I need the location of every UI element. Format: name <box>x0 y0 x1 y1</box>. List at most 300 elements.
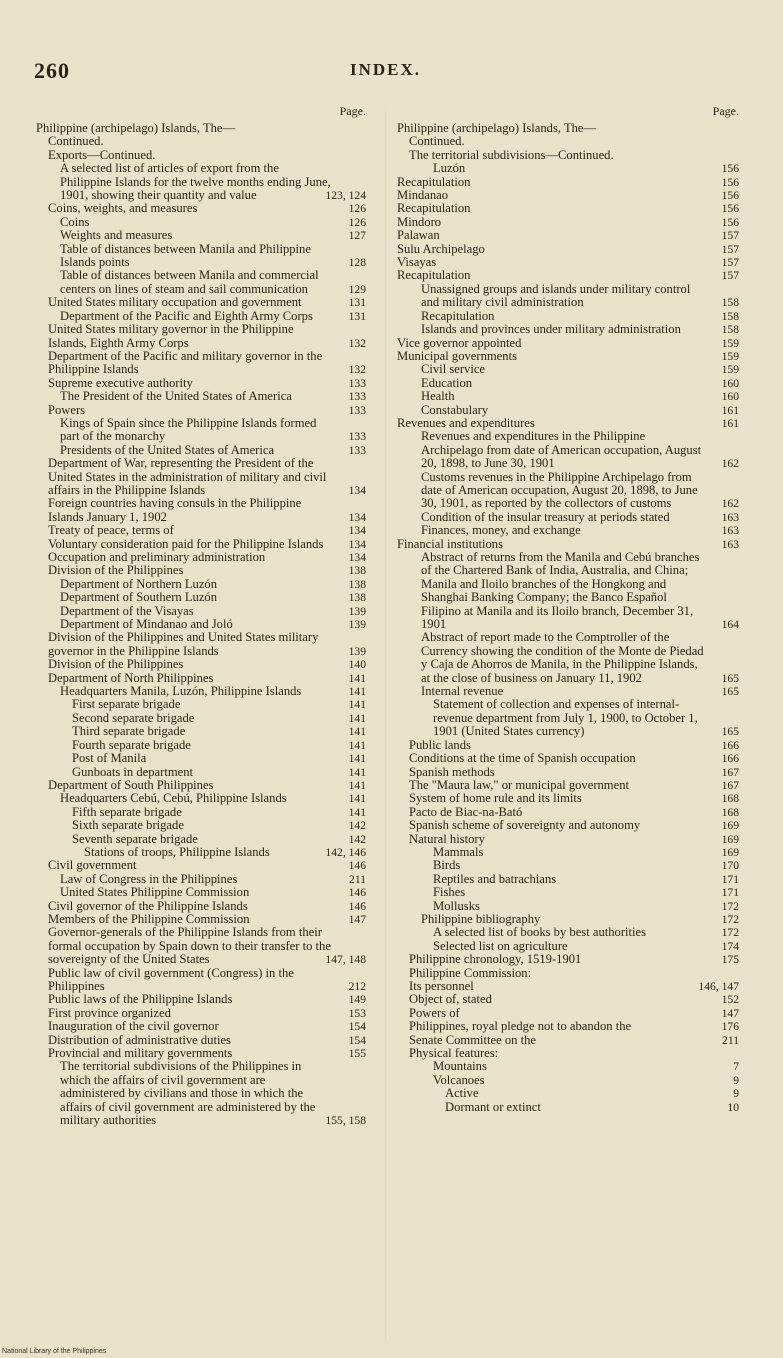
index-entry-text: A selected list of articles of export from the Philippine Islands for the twelve months ending June, 1901, showing their quantity and value <box>60 161 331 203</box>
index-entry <box>36 390 366 403</box>
index-entry-page: 176 <box>721 1020 739 1034</box>
index-entry-text: Conditions at the time of Spanish occupation <box>409 751 636 766</box>
index-entry-page: 134 <box>348 537 366 551</box>
index-entry-text: Sulu Archipelago <box>397 241 485 256</box>
index-entry <box>397 739 739 752</box>
right-column <box>397 104 739 1114</box>
index-entry-page: 141 <box>348 685 366 699</box>
index-entry <box>397 886 739 899</box>
index-entry-text: Sixth separate brigade <box>72 818 184 833</box>
index-entry <box>397 873 739 886</box>
index-entry-page: 132 <box>348 336 366 350</box>
index-entry <box>36 1034 366 1047</box>
index-entry-page: 129 <box>348 282 366 296</box>
index-entry-page: 126 <box>348 215 366 229</box>
index-entry-text: Gunboats in department <box>72 764 194 779</box>
index-entry-page: 146 <box>348 899 366 913</box>
index-entry-text: Internal revenue <box>421 684 504 699</box>
index-entry <box>36 162 366 202</box>
index-entry-page: 149 <box>348 993 366 1007</box>
index-entry <box>397 216 739 229</box>
index-entry-page: 165 <box>721 671 739 685</box>
index-entry-text: Weights and measures <box>60 228 173 243</box>
index-entry <box>36 672 366 685</box>
index-entry <box>397 859 739 872</box>
index-entry-text: Department of the Visayas <box>60 603 194 618</box>
index-entry-text: Law of Congress in the Philippines <box>60 871 238 886</box>
index-entry <box>397 243 739 256</box>
index-entry-text: Spanish scheme of sovereignty and autonomy <box>409 818 641 833</box>
index-entry <box>36 269 366 296</box>
index-entry-page: 146 <box>348 859 366 873</box>
index-entry-text: Natural history <box>409 831 485 846</box>
index-entry-text: Second separate brigade <box>72 710 195 725</box>
index-entry <box>36 1047 366 1060</box>
index-entry-text: Public laws of the Philippine Islands <box>48 992 233 1007</box>
index-entry-page: 159 <box>721 336 739 350</box>
index-entry-text: Mammals <box>433 844 484 859</box>
index-entry-text: Post of Manila <box>72 751 147 766</box>
index-entry <box>36 833 366 846</box>
index-entry-page: 133 <box>348 403 366 417</box>
index-entry <box>36 779 366 792</box>
index-entry <box>397 551 739 631</box>
index-entry-text: Mindoro <box>397 214 442 229</box>
index-entry-text: Islands and provinces under military administration <box>421 322 681 337</box>
index-entry-text: Foreign countries having consuls in the Philippine Islands January 1, 1902 <box>48 496 302 524</box>
index-entry <box>397 283 739 310</box>
index-entry-page: 141 <box>348 805 366 819</box>
index-entry <box>397 430 739 470</box>
index-entry-page: 141 <box>348 778 366 792</box>
index-entry-page: 172 <box>721 899 739 913</box>
index-entry-page: 172 <box>721 926 739 940</box>
index-entry <box>36 417 366 444</box>
left-entry-list <box>36 122 366 1127</box>
index-entry-page: 154 <box>348 1020 366 1034</box>
index-entry-page: 161 <box>721 416 739 430</box>
index-entry-page: 133 <box>348 376 366 390</box>
index-entry <box>397 1074 739 1087</box>
index-entry-text: Coins <box>60 214 90 229</box>
index-entry <box>36 993 366 1006</box>
index-entry <box>36 926 366 966</box>
index-entry-text: Customs revenues in the Philippine Archipelago from date of American occupation, August 20, 1898, to June 30, 1901, as reported by the collectors of customs <box>421 469 698 511</box>
index-entry-text: Philippine (archipelago) Islands, The— <box>36 121 236 135</box>
index-entry-text: Division of the Philippines <box>48 563 184 578</box>
index-entry-page: 169 <box>721 832 739 846</box>
index-entry-page: 157 <box>721 242 739 256</box>
index-entry <box>397 631 739 685</box>
index-entry-page: 156 <box>721 175 739 189</box>
index-entry-page: 126 <box>348 202 366 216</box>
index-entry-page: 133 <box>348 430 366 444</box>
index-entry <box>36 350 366 377</box>
index-entry-page: 154 <box>348 1033 366 1047</box>
index-entry <box>36 658 366 671</box>
index-entry-text: Occupation and preliminary administration <box>48 550 266 564</box>
index-entry-text: Division of the Philippines and United States military governor in the Philippine Islands <box>48 630 319 658</box>
index-entry-text: Civil government <box>48 858 137 873</box>
index-entry <box>397 698 739 738</box>
index-entry-page: 133 <box>348 443 366 457</box>
index-entry-text: Dormant or extinct <box>445 1099 541 1114</box>
index-entry-page: 163 <box>721 524 739 538</box>
index-entry <box>397 819 739 832</box>
index-entry <box>36 618 366 631</box>
index-entry-page: 141 <box>348 792 366 806</box>
index-entry <box>397 1020 739 1033</box>
index-entry-text: Revenues and expenditures in the Philippine Archipelago from date of American occupation, August 20, 1898, to June 30, 1901 <box>421 429 702 471</box>
index-entry-text: Selected list on agriculture <box>433 938 568 953</box>
index-entry-page: 139 <box>348 618 366 632</box>
index-entry-page: 155, 158 <box>325 1114 366 1128</box>
index-entry <box>397 377 739 390</box>
index-entry-text: First separate brigade <box>72 697 181 712</box>
index-entry <box>36 404 366 417</box>
index-entry <box>397 752 739 765</box>
column-gutter <box>385 110 386 1340</box>
index-entry <box>397 779 739 792</box>
index-entry-page: 163 <box>721 510 739 524</box>
index-entry-page: 159 <box>721 363 739 377</box>
index-entry <box>36 564 366 577</box>
index-entry-text: Visayas <box>397 255 437 270</box>
index-entry <box>397 833 739 846</box>
index-entry-page: 139 <box>348 644 366 658</box>
index-entry-page: 156 <box>721 215 739 229</box>
index-entry <box>397 135 739 148</box>
index-entry <box>397 122 739 135</box>
index-entry-text: Division of the Philippines <box>48 657 184 672</box>
index-entry <box>36 806 366 819</box>
index-entry-text: Fishes <box>433 885 466 900</box>
index-entry-page: 147 <box>348 912 366 926</box>
index-entry-text: The territorial subdivisions—Continued. <box>409 147 614 162</box>
index-entry-text: Philippine (archipelago) Islands, The— <box>397 121 597 135</box>
index-entry-text: Stations of troops, Philippine Islands <box>84 844 270 859</box>
index-entry <box>36 1020 366 1033</box>
index-entry <box>397 900 739 913</box>
index-entry-text: Education <box>421 375 473 390</box>
index-entry-page: 141 <box>348 698 366 712</box>
index-entry-text: Philippine Commission: <box>409 965 532 980</box>
index-entry-text: United States Philippine Commission <box>60 885 250 900</box>
index-entry-page: 134 <box>348 483 366 497</box>
index-entry-text: Financial institutions <box>397 536 503 551</box>
index-entry-page: 141 <box>348 738 366 752</box>
index-entry-text: Inauguration of the civil governor <box>48 1019 219 1034</box>
right-column-page-label: Page. <box>712 104 739 118</box>
index-entry-page: 147, 148 <box>325 953 366 967</box>
index-entry <box>397 337 739 350</box>
index-entry-page: 159 <box>721 349 739 363</box>
index-entry <box>397 390 739 403</box>
index-entry-page: 147 <box>721 1006 739 1020</box>
index-entry-page: 141 <box>348 671 366 685</box>
index-entry <box>36 497 366 524</box>
index-entry-page: 152 <box>721 993 739 1007</box>
index-entry-page: 158 <box>721 323 739 337</box>
index-entry-page: 161 <box>721 403 739 417</box>
index-entry <box>36 310 366 323</box>
index-entry-page: 156 <box>721 162 739 176</box>
index-entry <box>397 363 739 376</box>
index-entry <box>397 417 739 430</box>
index-entry <box>36 712 366 725</box>
index-entry-page: 160 <box>721 390 739 404</box>
index-entry-text: Philippine bibliography <box>421 911 541 926</box>
index-entry-text: Recapitulation <box>397 201 471 216</box>
index-entry <box>397 162 739 175</box>
index-entry <box>36 122 366 135</box>
library-credit: National Library of the Philippines <box>2 1348 107 1355</box>
index-entry-page: 140 <box>348 658 366 672</box>
index-entry-page: 157 <box>721 256 739 270</box>
index-entry-text: Mollusks <box>433 898 480 913</box>
index-entry-page: 165 <box>721 685 739 699</box>
index-entry-text: Department of the Pacific and Eighth Army Corps <box>60 308 313 323</box>
index-entry <box>36 900 366 913</box>
index-entry-page: 123, 124 <box>325 189 366 203</box>
index-entry-page: 166 <box>721 738 739 752</box>
index-entry-text: Statement of collection and expenses of internal-revenue department from July 1, 1900, to October 1, 1901 (United States currency) <box>433 697 698 739</box>
index-entry <box>36 538 366 551</box>
index-entry-text: Finances, money, and exchange <box>421 523 581 538</box>
index-entry <box>36 457 366 497</box>
index-entry-text: Seventh separate brigade <box>72 831 198 846</box>
index-entry <box>36 859 366 872</box>
index-entry <box>397 524 739 537</box>
index-entry <box>397 806 739 819</box>
index-entry-page: 211 <box>349 872 366 886</box>
index-entry-text: Senate Committee on the <box>409 1032 536 1047</box>
index-entry-text: Powers of <box>409 1005 460 1020</box>
index-entry <box>36 967 366 994</box>
index-entry-text: Supreme executive authority <box>48 375 193 390</box>
index-entry <box>36 323 366 350</box>
index-entry <box>36 913 366 926</box>
index-entry <box>36 698 366 711</box>
index-entry <box>36 846 366 859</box>
index-entry <box>397 1034 739 1047</box>
index-entry-page: 156 <box>721 189 739 203</box>
index-entry-page: 132 <box>348 363 366 377</box>
index-entry-page: 166 <box>721 752 739 766</box>
index-entry <box>36 444 366 457</box>
index-entry-text: Presidents of the United States of America <box>60 442 275 457</box>
index-entry <box>36 1007 366 1020</box>
index-entry-page: 141 <box>348 711 366 725</box>
index-entry <box>397 350 739 363</box>
index-entry-text: Third separate brigade <box>72 724 186 739</box>
index-entry-text: Table of distances between Manila and commercial centers on lines of steam and sail communication <box>60 268 319 296</box>
index-entry-page: 10 <box>727 1100 739 1114</box>
index-entry-page: 164 <box>721 618 739 632</box>
index-entry-text: Birds <box>433 858 461 873</box>
index-entry-text: Health <box>421 389 455 404</box>
index-entry <box>36 591 366 604</box>
index-entry <box>36 739 366 752</box>
index-entry <box>397 980 739 993</box>
index-entry-text: Recapitulation <box>397 268 471 283</box>
index-entry-text: Department of War, representing the President of the United States in the administration of military and civil affairs in the Philippine Islands <box>48 456 327 497</box>
index-entry-text: Vice governor appointed <box>397 335 522 350</box>
index-entry <box>397 256 739 269</box>
index-entry-text: Active <box>445 1086 479 1101</box>
index-entry-text: A selected list of books by best authorities <box>433 925 647 940</box>
index-entry-text: Abstract of returns from the Manila and Cebú branches of the Chartered Bank of India, Australia, and China; Manila and Iloilo branches of the Hongkong and Shanghai Banking Company; the Banco Español Filipino at Manila and its Iloilo branch, December 31, 1901 <box>421 550 700 632</box>
right-entry-list <box>397 122 739 1114</box>
index-entry-text: Continued. <box>409 134 465 149</box>
index-entry-page: 133 <box>348 390 366 404</box>
index-entry <box>397 538 739 551</box>
index-entry <box>36 524 366 537</box>
index-entry <box>36 752 366 765</box>
index-entry <box>397 926 739 939</box>
index-entry-page: 153 <box>348 1006 366 1020</box>
index-entry-text: Reptiles and batrachians <box>433 871 557 886</box>
index-entry-text: System of home rule and its limits <box>409 791 582 806</box>
index-entry <box>36 1060 366 1127</box>
index-entry-page: 171 <box>721 872 739 886</box>
index-entry-text: Condition of the insular treasury at periods stated <box>421 509 670 524</box>
index-entry <box>397 967 739 980</box>
index-entry-text: Mindanao <box>397 188 449 203</box>
index-entry-text: The "Maura law," or municipal government <box>409 777 629 792</box>
index-entry-text: Civil service <box>421 362 486 377</box>
index-entry-text: Physical features: <box>409 1046 499 1061</box>
index-entry <box>36 135 366 148</box>
index-entry <box>397 202 739 215</box>
index-entry-text: Fourth separate brigade <box>72 737 191 752</box>
index-entry-page: 211 <box>722 1033 739 1047</box>
index-entry-text: Luzón <box>433 161 466 176</box>
index-entry <box>36 685 366 698</box>
index-entry <box>36 819 366 832</box>
index-entry <box>36 216 366 229</box>
index-entry-text: Department of North Philippines <box>48 670 214 685</box>
index-entry-text: The territorial subdivisions of the Philippines in which the affairs of civil government are administered by civilians and those in which the affairs of civil government are administered by the military authorities <box>60 1059 316 1128</box>
index-entry-text: Revenues and expenditures <box>397 415 535 430</box>
index-entry <box>397 176 739 189</box>
index-entry <box>397 993 739 1006</box>
index-entry-page: 138 <box>348 564 366 578</box>
index-entry-text: Department of Northern Luzón <box>60 576 218 591</box>
index-entry <box>36 792 366 805</box>
index-entry <box>36 631 366 658</box>
index-entry-text: Table of distances between Manila and Philippine Islands points <box>60 241 311 270</box>
index-entry-page: 156 <box>721 202 739 216</box>
index-entry-text: Recapitulation <box>397 174 471 189</box>
index-entry-text: First province organized <box>48 1005 171 1020</box>
index-entry-text: Members of the Philippine Commission <box>48 911 250 926</box>
index-entry-page: 170 <box>721 859 739 873</box>
index-entry <box>397 229 739 242</box>
index-entry <box>397 149 739 162</box>
index-entry-page: 175 <box>721 953 739 967</box>
index-entry-page: 142, 146 <box>325 845 366 859</box>
page-number: 260 <box>34 58 70 83</box>
index-entry <box>397 685 739 698</box>
index-entry <box>397 792 739 805</box>
index-entry-text: Public law of civil government (Congress) in the Philippines <box>48 965 294 993</box>
index-entry-page: 127 <box>348 229 366 243</box>
index-entry-page: 160 <box>721 376 739 390</box>
index-entry-text: Abstract of report made to the Comptroller of the Currency showing the condition of the Monte de Piedad y Caja de Ahorros de Manila, in the Philippine Islands, at the close of business on January 11, 1902 <box>421 630 704 685</box>
index-entry-page: 167 <box>721 778 739 792</box>
index-entry-text: Civil governor of the Philippine Islands <box>48 898 248 913</box>
index-entry-page: 142 <box>348 819 366 833</box>
index-entry-text: Pacto de Biac-na-Bató <box>409 804 523 819</box>
index-entry-page: 163 <box>721 537 739 551</box>
index-entry-page: 9 <box>733 1087 739 1101</box>
index-entry-text: Mountains <box>433 1059 487 1074</box>
index-entry-text: Public lands <box>409 737 471 752</box>
index-entry-page: 141 <box>348 752 366 766</box>
index-entry-page: 138 <box>348 591 366 605</box>
index-entry-page: 167 <box>721 765 739 779</box>
index-entry-text: Voluntary consideration paid for the Philippine Islands <box>48 536 324 551</box>
index-entry-page: 131 <box>348 296 366 310</box>
index-entry <box>397 323 739 336</box>
index-entry-text: Powers <box>48 402 86 417</box>
index-entry-text: Department of Mindanao and Joló <box>60 617 233 632</box>
left-column-page-label: Page. <box>339 104 366 118</box>
index-entry <box>397 1047 739 1060</box>
index-entry-text: Fifth separate brigade <box>72 804 182 819</box>
index-entry <box>397 846 739 859</box>
index-entry <box>36 229 366 242</box>
index-entry-page: 172 <box>721 912 739 926</box>
index-entry-text: Continued. <box>48 134 104 149</box>
index-entry-text: Object of, stated <box>409 992 492 1007</box>
index-entry-page: 158 <box>721 296 739 310</box>
index-entry <box>397 1060 739 1073</box>
index-entry-page: 128 <box>348 256 366 270</box>
index-entry-text: Treaty of peace, terms of <box>48 523 174 538</box>
index-entry-page: 162 <box>721 457 739 471</box>
index-entry-page: 162 <box>721 497 739 511</box>
index-entry-page: 168 <box>721 792 739 806</box>
index-entry <box>397 953 739 966</box>
index-entry-text: Municipal governments <box>397 348 517 363</box>
index-entry-page: 131 <box>348 309 366 323</box>
index-entry-page: 134 <box>348 524 366 538</box>
index-entry-text: Department of Southern Luzón <box>60 590 218 605</box>
index-entry <box>36 886 366 899</box>
index-entry-text: Recapitulation <box>421 308 495 323</box>
index-entry-text: Exports—Continued. <box>48 147 156 162</box>
index-entry-text: Unassigned groups and islands under military control and military civil administration <box>421 281 691 310</box>
index-entry <box>36 149 366 162</box>
left-column <box>36 104 366 1127</box>
index-entry-text: Governor-generals of the Philippine Islands from their formal occupation by Spain down to their transfer to the sovereignty of the United States <box>48 925 331 967</box>
index-entry-text: Its personnel <box>409 979 474 993</box>
index-entry-text: Philippines, royal pledge not to abandon the <box>409 1019 632 1034</box>
index-entry-page: 146 <box>348 886 366 900</box>
index-entry-page: 165 <box>721 725 739 739</box>
index-entry-page: 158 <box>721 309 739 323</box>
index-entry <box>397 1087 739 1100</box>
index-entry-text: Spanish methods <box>409 764 495 779</box>
index-entry-text: Constabulary <box>421 402 489 417</box>
index-entry-text: Department of South Philippines <box>48 777 214 792</box>
index-entry <box>397 940 739 953</box>
index-entry-page: 141 <box>348 765 366 779</box>
index-entry-text: Kings of Spain since the Philippine Islands formed part of the monarchy <box>60 415 317 444</box>
index-entry <box>36 243 366 270</box>
